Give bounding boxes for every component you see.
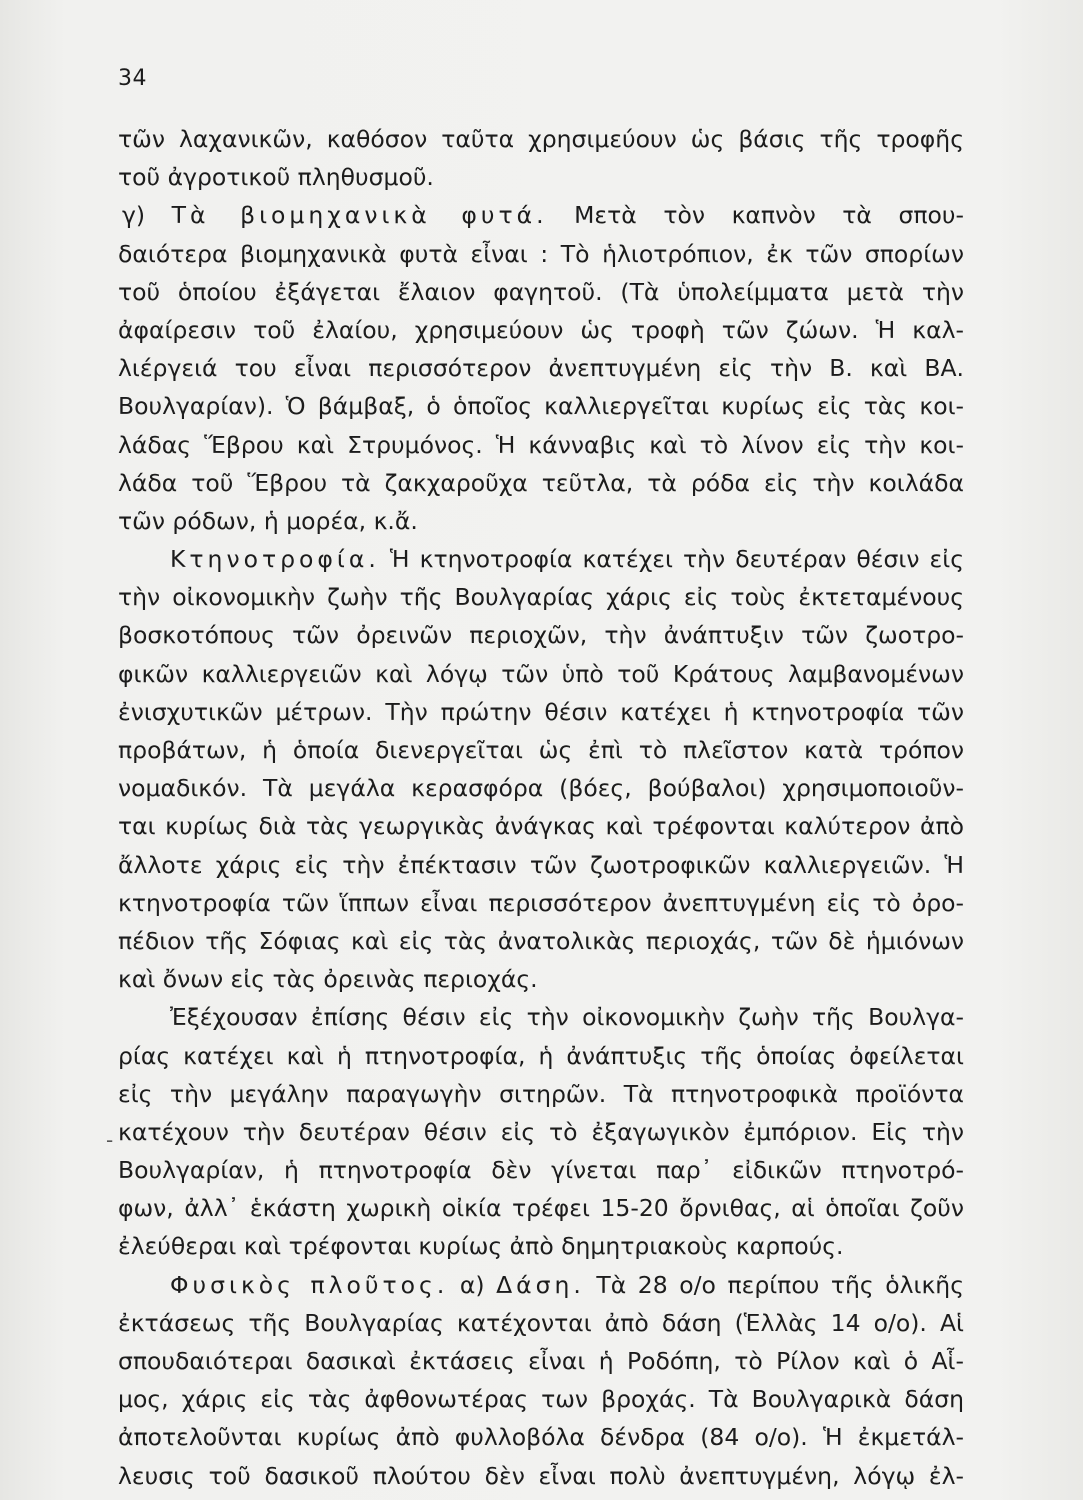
text-line <box>118 120 964 158</box>
text-line <box>118 1380 964 1418</box>
text-line <box>118 998 964 1036</box>
line-text: λάδας Ἕβρου καὶ Στρυμόνος. Ἡ κάνναβις καὶ τὸ λίνον εἰς τὴν κοι- <box>118 430 964 459</box>
line-text: ρίας κατέχει καὶ ἡ πτηνοτροφία, ἡ ἀνάπτυξις τῆς ὁποίας ὀφείλεται <box>118 1041 964 1070</box>
line-text: βοσκοτόπους τῶν ὀρεινῶν περιοχῶν, τὴν ἀνάπτυξιν τῶν ζωοτρο- <box>118 621 964 650</box>
line-text: ἐκτάσεως τῆς Βουλγαρίας κατέχονται ἀπὸ δάση (Ἑλλὰς 14 ο/ο). Αἱ <box>118 1308 964 1337</box>
line-text: ἐλεύθεραι καὶ τρέφονται κυρίως ἀπὸ δημητριακοὺς καρπούς. <box>118 1232 844 1261</box>
line-text: τοῦ ἀγροτικοῦ πληθυσμοῦ. <box>118 163 434 192</box>
line-text: Τὰ 28 ο/ο περίπου τῆς ὁλικῆς <box>584 1270 964 1299</box>
text-line <box>118 922 964 960</box>
text-line <box>118 1457 964 1495</box>
text-line <box>118 693 964 731</box>
line-text: ἀφαίρεσιν τοῦ ἐλαίου, χρησιμεύουν ὡς τροφὴ τῶν ζώων. Ἡ καλ- <box>118 315 964 344</box>
line-text: τῶν λαχανικῶν, καθόσον ταῦτα χρησιμεύουν ὡς βάσις τῆς τροφῆς <box>118 125 964 153</box>
text-line <box>118 1075 964 1113</box>
line-text: κτηνοτροφία τῶν ἵππων εἶναι περισσότερον ἀνεπτυγμένη εἰς τὸ ὀρο- <box>118 888 964 917</box>
line-text: λάδα τοῦ Ἕβρου τὰ ζακχαροῦχα τεῦτλα, τὰ ρόδα εἰς τὴν κοιλάδα <box>118 468 964 497</box>
line-text: γ) <box>122 201 172 230</box>
line-text: λιέργειά του εἶναι περισσότερον ἀνεπτυγμένη εἰς τὴν Β. καὶ ΒΑ. <box>118 354 964 383</box>
text-line <box>118 1227 964 1265</box>
spaced-heading: Τὰ βιομηχανικὰ φυτά. <box>171 201 548 230</box>
line-text: μος, χάρις εἰς τὰς ἀφθονωτέρας των βροχάς. Τὰ Βουλγαρικὰ δάση <box>118 1385 964 1414</box>
line-text: Μετὰ τὸν καπνὸν τὰ σπου- <box>547 201 965 230</box>
line-text: τοῦ ὁποίου ἐξάγεται ἔλαιον φαγητοῦ. (Τὰ ὑπολείμματα μετὰ τὴν <box>118 277 964 306</box>
text-line <box>118 464 964 502</box>
line-text: ἐνισχυτικῶν μέτρων. Τὴν πρώτην θέσιν κατέχει ἡ κτηνοτροφία τῶν <box>118 697 964 726</box>
text-line <box>118 1304 964 1342</box>
text-line <box>118 769 964 807</box>
margin-mark: - <box>106 1128 114 1152</box>
line-text: Ἡ κτηνοτροφία κατέχει τὴν δευτέραν θέσιν εἰς <box>379 545 964 574</box>
text-line <box>118 540 964 578</box>
text-line <box>118 387 964 425</box>
line-text: δαιότερα βιομηχανικὰ φυτὰ εἶναι : Τὸ ἡλιοτρόπιον, ἐκ τῶν σπορίων <box>118 239 964 268</box>
text-line <box>118 349 964 387</box>
line-text: νομαδικόν. Τὰ μεγάλα κερασφόρα (βόες, βούβαλοι) χρησιμοποιοῦν- <box>118 774 964 803</box>
text-line <box>118 846 964 884</box>
line-text: ἀποτελοῦνται κυρίως ἀπὸ φυλλοβόλα δένδρα (84 ο/ο). Ἡ ἐκμετάλ- <box>118 1423 964 1452</box>
spaced-heading: Κτηνοτροφία. <box>170 545 380 574</box>
text-line <box>118 884 964 922</box>
text-line <box>118 807 964 845</box>
text-line <box>118 158 964 196</box>
text-line <box>118 616 964 654</box>
line-text: τῶν ρόδων, ἡ μορέα, κ.ἄ. <box>118 506 418 535</box>
line-text: ἄλλοτε χάρις εἰς τὴν ἐπέκτασιν τῶν ζωοτροφικῶν καλλιεργειῶν. Ἡ <box>118 850 964 879</box>
text-line <box>118 502 964 540</box>
text-line <box>118 1342 964 1380</box>
body-text <box>118 120 964 1495</box>
text-line <box>118 1151 964 1189</box>
line-text: α) <box>448 1270 497 1299</box>
page-number: 34 <box>118 66 147 91</box>
text-line <box>118 655 964 693</box>
text-line <box>118 960 964 998</box>
text-line <box>118 1113 964 1151</box>
line-text: σπουδαιότεραι δασικαὶ ἐκτάσεις εἶναι ἡ Ροδόπη, τὸ Ρίλον καὶ ὁ Αἷ- <box>118 1347 964 1375</box>
line-text: φικῶν καλλιεργειῶν καὶ λόγῳ τῶν ὑπὸ τοῦ Κράτους λαμβανομένων <box>118 659 964 688</box>
text-line <box>118 1189 964 1227</box>
text-line <box>118 731 964 769</box>
text-line <box>118 235 964 273</box>
text-line <box>118 311 964 349</box>
line-text: πέδιον τῆς Σόφιας καὶ εἰς τὰς ἀνατολικὰς περιοχάς, τῶν δὲ ἡμιόνων <box>118 926 964 955</box>
text-line <box>118 1037 964 1075</box>
line-text: ται κυρίως διὰ τὰς γεωργικὰς ἀνάγκας καὶ τρέφονται καλύτερον ἀπὸ <box>118 812 964 841</box>
line-text: Βουλγαρίαν). Ὁ βάμβαξ, ὁ ὁποῖος καλλιεργεῖται κυρίως εἰς τὰς κοι- <box>118 392 964 421</box>
text-line <box>118 1266 964 1304</box>
text-line <box>118 1418 964 1456</box>
text-line <box>118 426 964 464</box>
line-text: καὶ ὄνων εἰς τὰς ὀρεινὰς περιοχάς. <box>118 965 538 994</box>
line-text: φων, ἀλλ᾽ ἑκάστη χωρικὴ οἰκία τρέφει 15-20 ὄρνιθας, αἱ ὁποῖαι ζοῦν <box>118 1194 964 1223</box>
line-text: κατέχουν τὴν δευτέραν θέσιν εἰς τὸ ἐξαγωγικὸν ἐμπόριον. Εἰς τὴν <box>118 1117 964 1146</box>
line-text: Ἐξέχουσαν ἐπίσης θέσιν εἰς τὴν οἰκονομικὴν ζωὴν τῆς Βουλγα- <box>170 1003 964 1032</box>
text-line <box>118 196 964 234</box>
line-text: λευσις τοῦ δασικοῦ πλούτου δὲν εἶναι πολὺ ἀνεπτυγμένη, λόγῳ ἐλ- <box>118 1461 964 1490</box>
spaced-heading: Δάση. <box>496 1270 585 1299</box>
line-text: τὴν οἰκονομικὴν ζωὴν τῆς Βουλγαρίας χάρις εἰς τοὺς ἐκτεταμένους <box>118 583 964 612</box>
line-text: προβάτων, ἡ ὁποία διενεργεῖται ὡς ἐπὶ τὸ πλεῖστον κατὰ τρόπον <box>118 736 964 764</box>
spaced-heading: Φυσικὸς πλοῦτος. <box>170 1270 449 1299</box>
line-text: εἰς τὴν μεγάλην παραγωγὴν σιτηρῶν. Τὰ πτηνοτροφικὰ προϊόντα <box>118 1079 964 1108</box>
text-line <box>118 273 964 311</box>
line-text: Βουλγαρίαν, ἡ πτηνοτροφία δὲν γίνεται παρ᾽ εἰδικῶν πτηνοτρό- <box>118 1156 964 1185</box>
text-line <box>118 578 964 616</box>
